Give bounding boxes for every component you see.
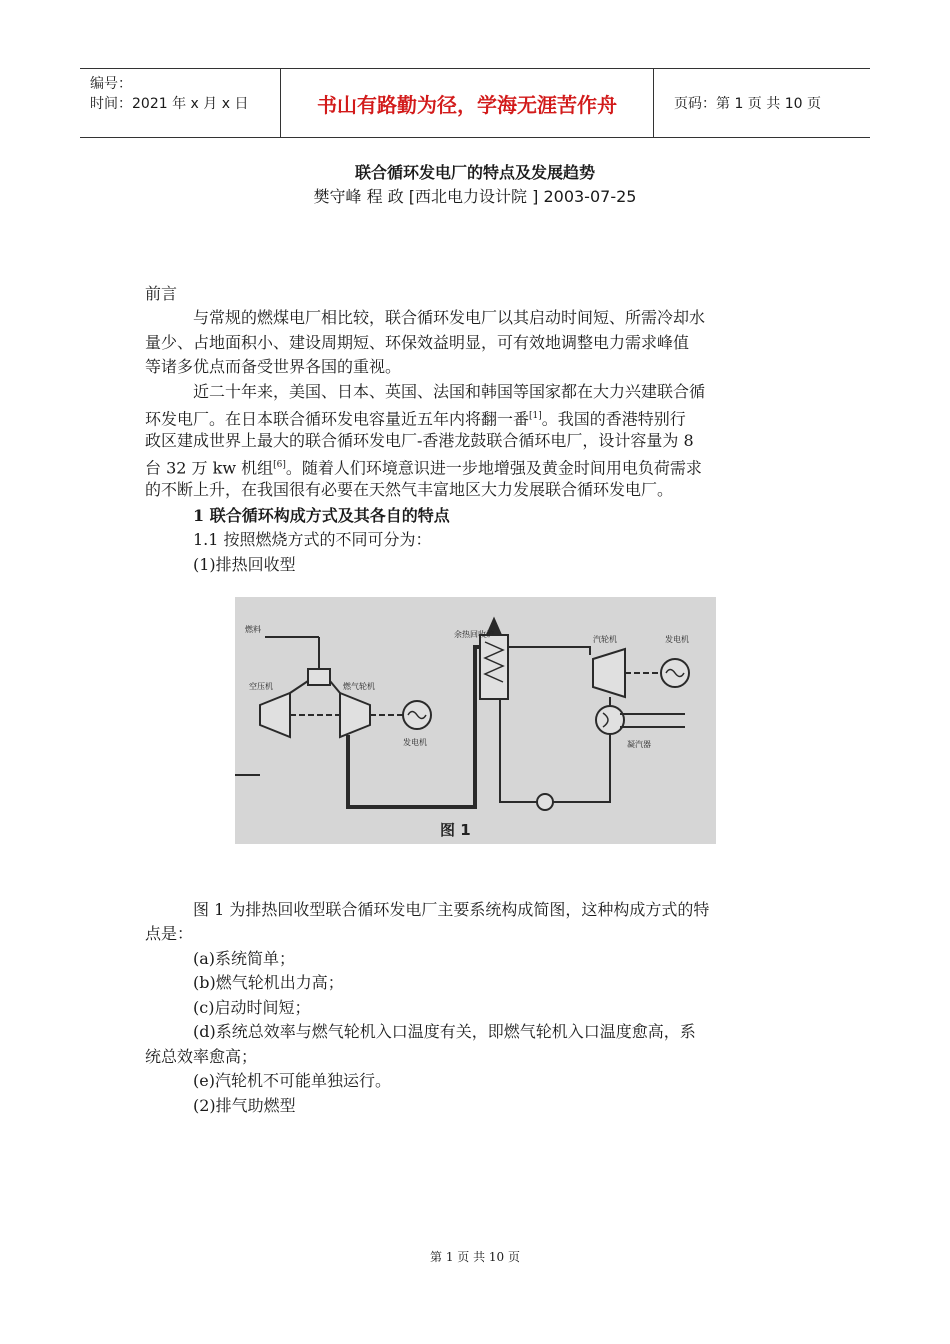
paragraph-line: 政区建成世界上最大的联合循环发电厂-香港龙鼓联合循环电厂，设计容量为 8 (145, 431, 694, 450)
byline: 樊守峰 程 政 [西北电力设计院 ] 2003-07-25 (313, 187, 637, 206)
text-run: 台 32 万 kw 机组 (145, 458, 274, 478)
document-title: 联合循环发电厂的特点及发展趋势 (354, 163, 595, 182)
reference-1: [1] (529, 411, 542, 421)
cycle-diagram (235, 597, 716, 844)
compressor-label: 空压机 (249, 682, 273, 691)
paragraph-line: 等诸多优点而备受世界各国的重视。 (145, 357, 402, 376)
section-heading: 1 联合循环构成方式及其各自的特点 (193, 506, 450, 525)
generator-1-label: 发电机 (403, 738, 427, 747)
header-meta-cell (80, 69, 281, 137)
type-heading: (2)排气助燃型 (193, 1096, 296, 1115)
paragraph-line: 近二十年来，美国、日本、英国、法国和韩国等国家都在大力兴建联合循 (193, 382, 706, 401)
header-motto: 书山有路勤为径，学海无涯苦作舟 (281, 69, 654, 137)
list-item: (a)系统简单； (193, 949, 296, 968)
header-page-label (664, 69, 870, 137)
subsection-heading: 1.1 按照燃烧方式的不同可分为： (193, 530, 432, 549)
page-label-text: 页码：第 1 页 共 10 页 (674, 96, 821, 112)
condenser-label: 凝汽器 (627, 740, 651, 749)
list-item: (d)系统总效率与燃气轮机入口温度有关，即燃气轮机入口温度愈高，系 (193, 1022, 696, 1041)
figure-label: 图 1 (440, 821, 471, 839)
hrsg-label: 余热回收炉 (454, 630, 494, 639)
list-item: (b)燃气轮机出力高； (193, 973, 344, 992)
paragraph-line: 与常规的燃煤电厂相比较，联合循环发电厂以其启动时间短、所需冷却水 (193, 308, 706, 327)
list-item: (e)汽轮机不可能单独运行。 (193, 1071, 391, 1090)
paragraph-line: 图 1 为排热回收型联合循环发电厂主要系统构成简图，这种构成方式的特 (193, 900, 710, 919)
page-footer: 第 1 页 共 10 页 (430, 1250, 520, 1264)
text-run: 环发电厂。在日本联合循环发电容量近五年内将翻一番 (145, 409, 530, 429)
text-run: 。随着人们环境意识进一步地增强及黄金时间用电负荷需求 (285, 458, 702, 478)
header-table (80, 68, 870, 138)
gas-turbine-label: 燃气轮机 (343, 682, 375, 691)
reference-6: [6] (273, 460, 286, 470)
paragraph-line: 量少、占地面积小、建设周期短、环保效益明显，可有效地调整电力需求峰值 (145, 333, 690, 352)
generator-2-label: 发电机 (665, 635, 689, 644)
paragraph-line: 的不断上升，在我国很有必要在天然气丰富地区大力发展联合循环发电厂。 (145, 480, 674, 499)
paragraph-line (145, 404, 686, 432)
paragraph-line (145, 453, 702, 481)
text-run: 。我国的香港特别行 (541, 409, 686, 429)
list-item: (c)启动时间短； (193, 998, 311, 1017)
fuel-label: 燃料 (245, 625, 261, 634)
steam-turbine-label: 汽轮机 (593, 635, 617, 644)
preface-heading: 前言 (145, 284, 178, 303)
type-heading: (1)排热回收型 (193, 555, 296, 574)
figure-1 (235, 597, 716, 844)
list-item-continuation: 统总效率愈高； (145, 1047, 258, 1066)
time-label: 时间：2021 年 x 月 x 日 (90, 96, 249, 112)
number-label: 编号： (90, 76, 132, 92)
paragraph-line: 点是： (145, 924, 194, 943)
